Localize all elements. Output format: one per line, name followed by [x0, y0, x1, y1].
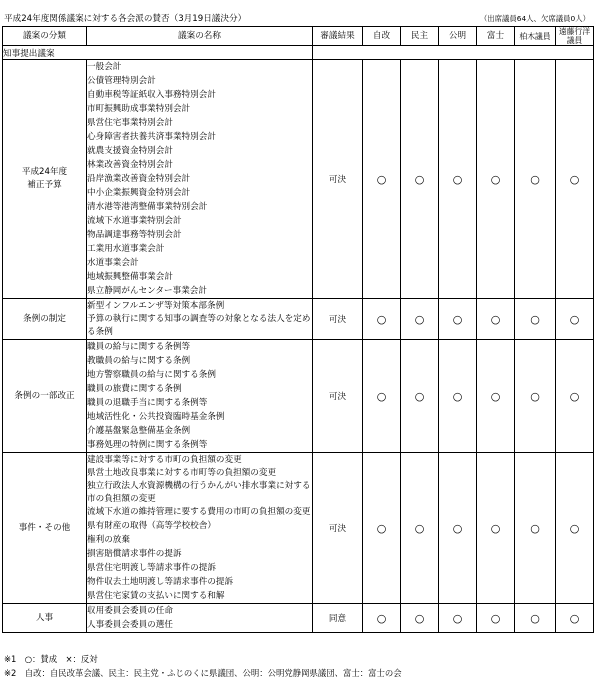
attendance-note: （出席議員64人、欠席議員0人）	[479, 14, 590, 23]
vote-mark: ○	[515, 604, 556, 633]
bill-names-cell	[87, 299, 313, 340]
vote-mark: ○	[439, 604, 477, 633]
header-row	[3, 27, 594, 46]
bill-name: 市町振興助成事業特別会計	[87, 104, 191, 114]
vote-mark: ○	[363, 60, 401, 299]
bill-name: 介護基盤緊急整備基金条例	[87, 426, 191, 436]
bill-name: 教職員の給与に関する条例	[87, 356, 191, 366]
bill-name: 県有財産の取得（高等学校校舎）	[87, 521, 216, 531]
category-cell: 条例の制定	[3, 299, 87, 340]
vote-mark: ○	[477, 299, 515, 340]
bill-name: 地方警察職員の給与に関する条例	[87, 370, 216, 380]
result-cell: 可決	[313, 299, 363, 340]
bill-name: 林業改善資金特別会計	[87, 160, 173, 170]
bill-name: 物品調達事務等特別会計	[87, 230, 182, 240]
footnote: ※2 自改：自民改革会議、民主：民主党・ふじのくに県議団、公明：公明党静岡県議団、富士：富士の会	[4, 668, 402, 678]
bill-name: 公債管理特別会計	[87, 76, 156, 86]
vote-group-row	[3, 453, 594, 604]
vote-mark: ○	[401, 299, 439, 340]
bill-name: 就農支援資金特別会計	[87, 146, 173, 156]
header-faction: 自改	[363, 27, 401, 46]
bill-name: 建設事業等に対する市町の負担額の変更	[87, 455, 242, 465]
bill-name: 収用委員会委員の任命	[87, 606, 173, 616]
bill-name: 清水港等港湾整備事業特別会計	[87, 202, 208, 212]
vote-mark: ○	[477, 340, 515, 453]
bill-name: 損害賠償請求事件の提訴	[87, 549, 182, 559]
vote-mark: ○	[515, 340, 556, 453]
header-faction: 柏木議員	[515, 27, 556, 46]
header-faction: 民主	[401, 27, 439, 46]
bill-name: 地域活性化・公共投資臨時基金条例	[87, 412, 225, 422]
bill-names-cell	[87, 60, 313, 299]
vote-mark: ○	[401, 340, 439, 453]
vote-group-row	[3, 60, 594, 299]
bill-names-cell	[87, 604, 313, 633]
vote-mark: ○	[515, 299, 556, 340]
vote-mark: ○	[515, 60, 556, 299]
footnote: ※1 ○：賛成 ×：反対	[4, 654, 98, 664]
vote-mark: ○	[401, 604, 439, 633]
bill-name: 権利の放棄	[87, 535, 130, 545]
category-cell: 人事	[3, 604, 87, 633]
bill-name: 県営住宅家賃の支払いに関する和解	[87, 591, 225, 601]
bill-name: 独立行政法人水資源機構の行うかんがい排水事業に対する市の負担額の変更	[87, 481, 311, 504]
vote-mark: ○	[363, 453, 401, 604]
result-cell: 可決	[313, 453, 363, 604]
section-row	[3, 46, 594, 60]
bill-name: 地域振興整備事業会計	[87, 272, 173, 282]
result-cell: 可決	[313, 60, 363, 299]
bill-name: 予算の執行に関する知事の調査等の対象となる法人を定める条例	[87, 314, 311, 337]
section-label: 知事提出議案	[3, 46, 313, 60]
bill-names-cell	[87, 340, 313, 453]
vote-group-row	[3, 299, 594, 340]
vote-mark: ○	[363, 299, 401, 340]
vote-mark: ○	[515, 453, 556, 604]
vote-mark: ○	[477, 60, 515, 299]
footnotes	[4, 652, 402, 680]
bill-name: 職員の旅費に関する条例	[87, 384, 182, 394]
vote-mark: ○	[556, 60, 594, 299]
vote-mark: ○	[556, 453, 594, 604]
document-title: 平成24年度関係議案に対する各会派の賛否（3月19日議決分）	[4, 14, 247, 24]
bill-name: 職員の退職手当に関する条例等	[87, 398, 208, 408]
vote-mark: ○	[401, 60, 439, 299]
header-faction: 遠藤行洋議員	[556, 27, 594, 46]
bill-name: 自動車税等証紙収入事務特別会計	[87, 90, 216, 100]
vote-mark: ○	[556, 299, 594, 340]
bill-name: 職員の給与に関する条例等	[87, 342, 191, 352]
vote-mark: ○	[439, 340, 477, 453]
bill-name: 県営住宅事業特別会計	[87, 118, 173, 128]
bill-name: 県営土地改良事業に対する市町等の負担額の変更	[87, 468, 277, 478]
category-cell: 事件・その他	[3, 453, 87, 604]
category-cell: 条例の一部改正	[3, 340, 87, 453]
bill-name: 人事委員会委員の選任	[87, 620, 173, 630]
vote-mark: ○	[439, 299, 477, 340]
vote-mark: ○	[477, 604, 515, 633]
vote-mark: ○	[556, 604, 594, 633]
result-cell: 可決	[313, 340, 363, 453]
result-cell: 同意	[313, 604, 363, 633]
bill-name: 中小企業振興資金特別会計	[87, 188, 191, 198]
header-faction: 公明	[439, 27, 477, 46]
vote-group-row	[3, 604, 594, 633]
bill-names-cell	[87, 453, 313, 604]
bill-name: 心身障害者扶養共済事業特別会計	[87, 132, 216, 142]
header-faction: 富士	[477, 27, 515, 46]
vote-group-row	[3, 340, 594, 453]
bill-name: 物件収去土地明渡し等請求事件の提訴	[87, 577, 234, 587]
bill-name: 沿岸漁業改善資金特別会計	[87, 174, 191, 184]
bill-name: 水道事業会計	[87, 258, 139, 268]
vote-mark: ○	[401, 453, 439, 604]
header-name: 議案の名称	[87, 27, 313, 46]
vote-mark: ○	[439, 60, 477, 299]
vote-mark: ○	[363, 604, 401, 633]
bill-name: 県営住宅明渡し等請求事件の提訴	[87, 563, 216, 573]
header-category: 議案の分類	[3, 27, 87, 46]
bill-name: 流域下水道事業特別会計	[87, 216, 182, 226]
header-result: 審議結果	[313, 27, 363, 46]
bill-name: 県立静岡がんセンター事業会計	[87, 286, 207, 296]
bill-name: 新型インフルエンザ等対策本部条例	[87, 301, 225, 311]
bill-name: 工業用水道事業会計	[87, 244, 165, 254]
bill-name: 流域下水道の維持管理に要する費用の市町の負担額の変更	[87, 507, 311, 517]
bill-name: 一般会計	[87, 62, 122, 72]
category-cell: 平成24年度 補正予算	[3, 60, 87, 299]
vote-mark: ○	[363, 340, 401, 453]
vote-mark: ○	[439, 453, 477, 604]
votes-table	[2, 26, 594, 633]
bill-name: 事務処理の特例に関する条例等	[87, 440, 208, 450]
vote-mark: ○	[556, 340, 594, 453]
vote-mark: ○	[477, 453, 515, 604]
